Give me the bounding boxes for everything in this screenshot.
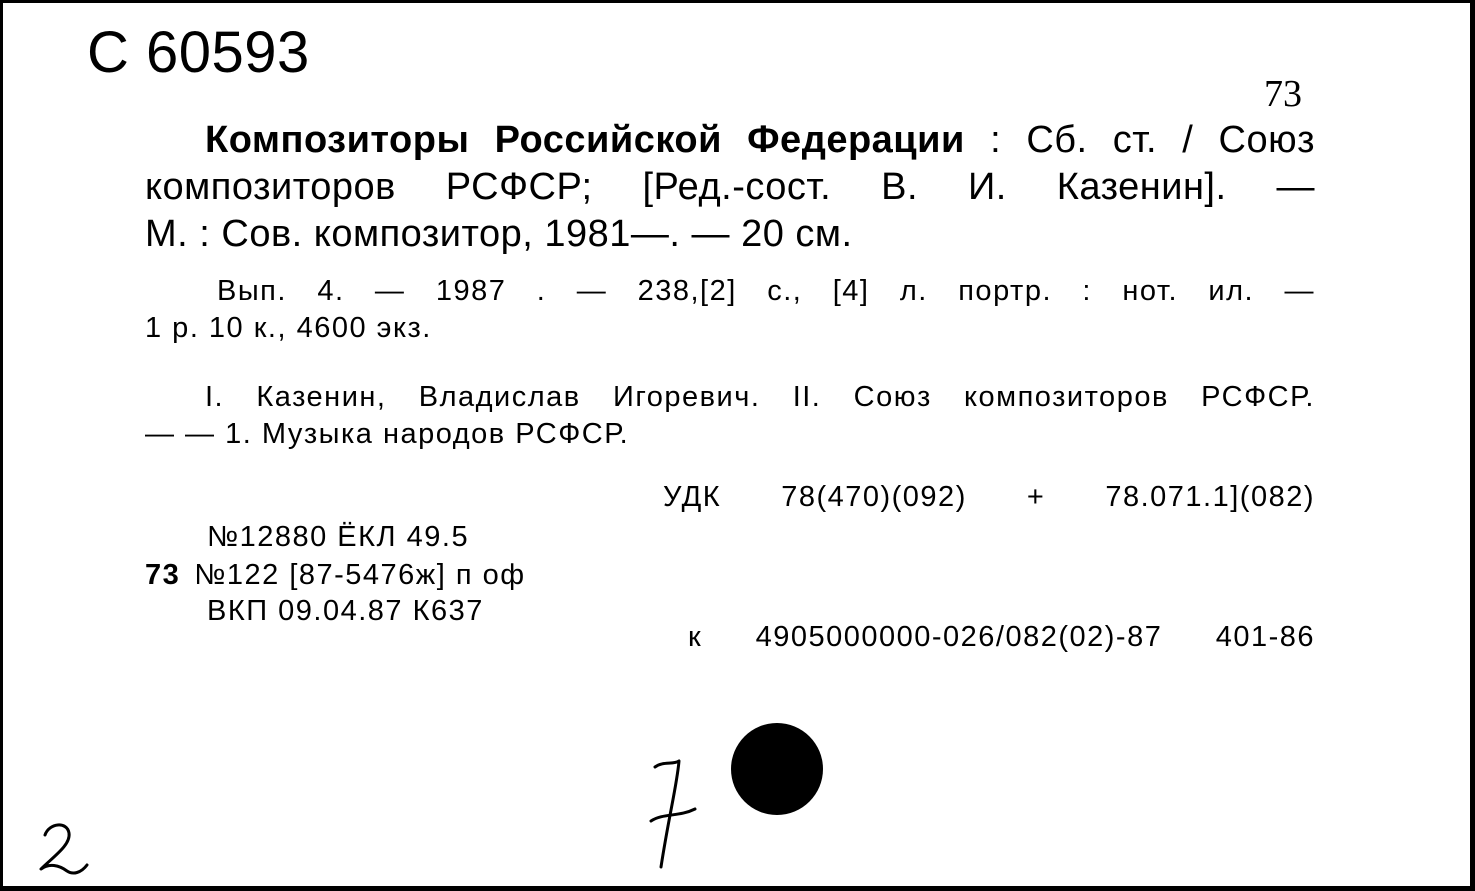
handwritten-mark-center — [639, 755, 709, 877]
classification-index: 73 — [145, 559, 181, 591]
price-code: к 4905000000-026/082(02)-87 401-86 — [688, 621, 1315, 653]
page-number: 73 — [1264, 73, 1302, 115]
index-row — [145, 557, 526, 594]
tracing-line-2: — — 1. Музыка народов РСФСР. — [145, 418, 630, 450]
call-number: С 60593 — [87, 20, 310, 85]
main-entry-line-3: М. : Сов. композитор, 1981—. — 20 см. — [145, 213, 853, 255]
tracings — [145, 379, 1315, 453]
order-line-1: №12880 ЁКЛ 49.5 — [207, 521, 470, 553]
order-line-2: №122 [87-5476ж] п оф — [194, 559, 526, 591]
order-line-3: ВКП 09.04.87 К637 — [207, 595, 484, 627]
volume-line-1: Вып. 4. — 1987 . — 238,[2] с., [4] л. портр. : нот. ил. — — [217, 275, 1315, 307]
volume-line-2: 1 р. 10 к., 4600 экз. — [145, 312, 432, 344]
entry-title: Композиторы Российской Федерации — [205, 119, 965, 161]
main-entry-line-2: композиторов РСФСР; [Ред.-сост. В. И. Казенин]. — — [145, 166, 1315, 208]
handwritten-mark-left — [31, 815, 95, 879]
main-entry — [145, 117, 1315, 258]
tracing-line-1: I. Казенин, Владислав Игоревич. II. Союз композиторов РСФСР. — [205, 381, 1315, 413]
entry-line-1-rest: : Сб. ст. / Союз — [990, 119, 1316, 161]
main-entry-line-1 — [145, 117, 1315, 164]
udc-code: УДК 78(470)(092) + 78.071.1](082) — [663, 481, 1315, 513]
volume-description — [145, 273, 1315, 347]
filled-circle-icon — [731, 723, 823, 815]
